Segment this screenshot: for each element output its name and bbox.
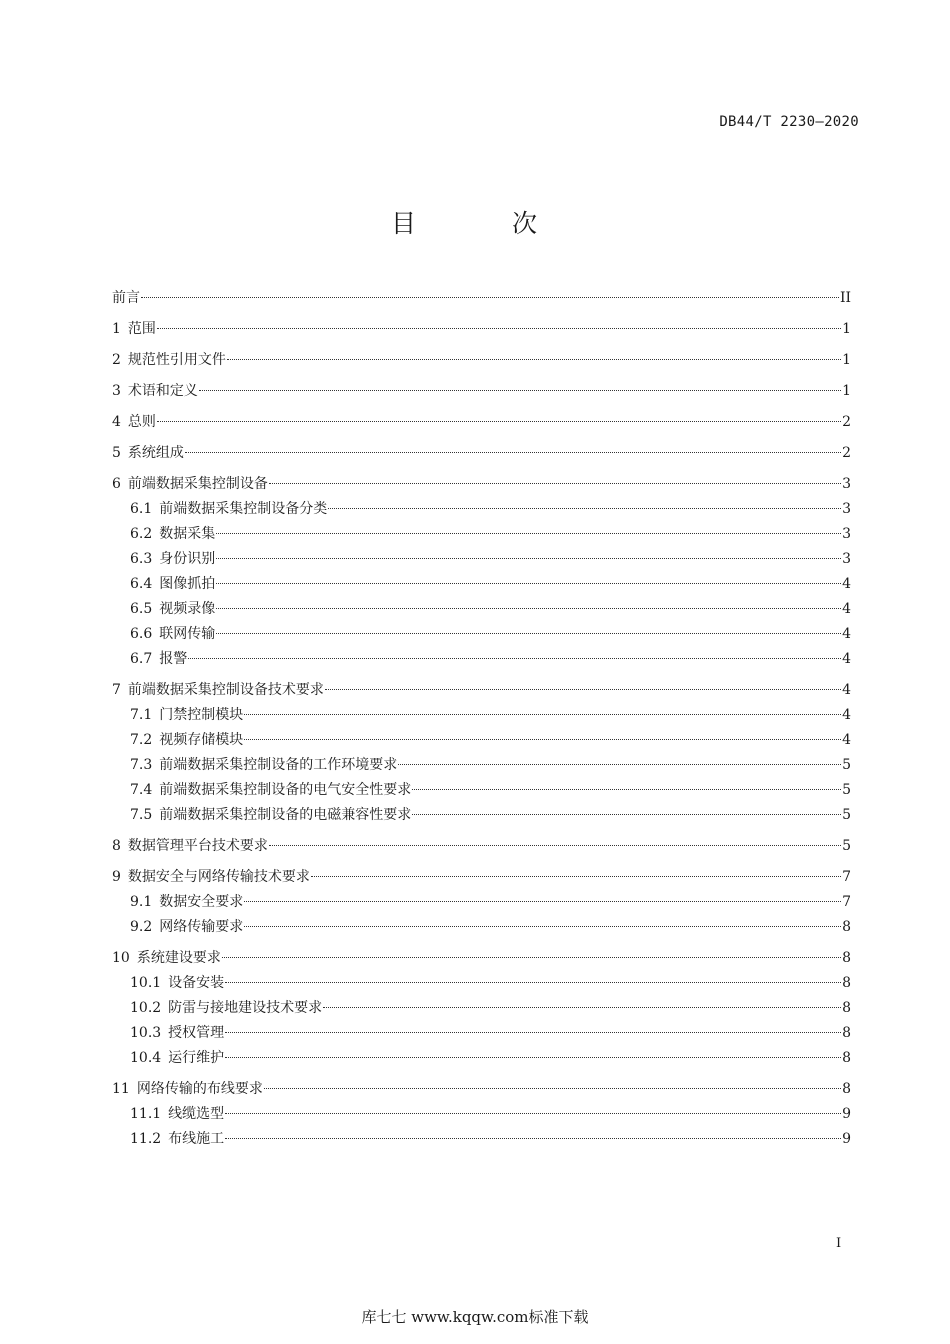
toc-leader-dots [216, 583, 841, 584]
toc-entry[interactable] [112, 622, 851, 647]
toc-entry-number: 10.2 [130, 1000, 162, 1016]
toc-entry-page: 2 [842, 414, 851, 430]
toc-entry-label: 前言 [112, 290, 140, 306]
toc-entry-label: 规范性引用文件 [127, 352, 226, 368]
toc-leader-dots [216, 558, 841, 559]
toc-entry[interactable] [112, 778, 851, 803]
toc-entry-label: 联网传输 [159, 626, 216, 642]
toc-leader-dots [244, 901, 841, 902]
toc-entry-label: 防雷与接地建设技术要求 [168, 1000, 323, 1016]
toc-leader-dots [157, 421, 841, 422]
table-of-contents [112, 286, 851, 1152]
toc-entry-label: 线缆选型 [168, 1106, 225, 1122]
toc-entry-page: 9 [842, 1131, 851, 1147]
toc-leader-dots [269, 845, 841, 846]
toc-entry-number: 6.7 [130, 651, 153, 667]
toc-entry[interactable] [112, 522, 851, 547]
toc-entry-number: 6.6 [130, 626, 153, 642]
toc-entry-number: 9.2 [130, 919, 153, 935]
toc-entry-number: 7 [112, 682, 121, 698]
toc-entry-number: 6.3 [130, 551, 153, 567]
toc-entry-number: 10.4 [130, 1050, 162, 1066]
toc-leader-dots [225, 1057, 841, 1058]
page-number: I [836, 1236, 842, 1251]
toc-entry-label: 运行维护 [168, 1050, 225, 1066]
toc-entry-label: 术语和定义 [127, 383, 198, 399]
toc-entry[interactable] [112, 1127, 851, 1152]
toc-entry-label: 网络传输要求 [159, 919, 244, 935]
toc-title: 目 次 [391, 209, 581, 238]
toc-entry-label: 系统建设要求 [136, 950, 221, 966]
toc-entry-page: 3 [842, 526, 851, 542]
toc-entry-label: 视频存储模块 [159, 732, 244, 748]
toc-entry-number: 7.4 [130, 782, 153, 798]
toc-leader-dots [225, 1032, 841, 1033]
toc-entry-number: 7.5 [130, 807, 153, 823]
toc-entry-number: 2 [112, 352, 121, 368]
toc-entry-page: 8 [842, 1081, 851, 1097]
toc-entry-page: 4 [842, 732, 851, 748]
toc-entry[interactable] [112, 915, 851, 940]
toc-entry-page: 5 [842, 782, 851, 798]
toc-entry-label: 总则 [127, 414, 156, 430]
toc-entry[interactable] [112, 803, 851, 828]
toc-entry-number: 11.1 [130, 1106, 162, 1122]
toc-entry-page: 2 [842, 445, 851, 461]
toc-entry[interactable] [112, 1077, 851, 1102]
toc-leader-dots [216, 533, 841, 534]
toc-entry-label: 系统组成 [127, 445, 184, 461]
toc-entry-number: 1 [112, 321, 121, 337]
toc-entry[interactable] [112, 946, 851, 971]
toc-entry[interactable] [112, 1021, 851, 1046]
toc-entry[interactable] [112, 597, 851, 622]
toc-entry-number: 9 [112, 869, 121, 885]
toc-entry-label: 数据管理平台技术要求 [127, 838, 268, 854]
toc-entry-number: 6 [112, 476, 121, 492]
toc-entry[interactable] [112, 497, 851, 522]
toc-entry[interactable] [112, 1046, 851, 1071]
toc-entry-page: 4 [842, 651, 851, 667]
toc-entry-page: 4 [842, 682, 851, 698]
toc-entry-page: 4 [842, 626, 851, 642]
toc-entry[interactable] [112, 678, 851, 703]
toc-entry-label: 设备安装 [168, 975, 225, 991]
toc-entry-number: 9.1 [130, 894, 153, 910]
toc-entry-page: 5 [842, 757, 851, 773]
toc-entry-page: 1 [842, 321, 851, 337]
toc-entry[interactable] [112, 317, 851, 342]
toc-entry-number: 4 [112, 414, 121, 430]
toc-entry-page: 4 [842, 707, 851, 723]
toc-entry-page: 8 [842, 975, 851, 991]
toc-entry-number: 5 [112, 445, 121, 461]
toc-entry-label: 前端数据采集控制设备 [127, 476, 268, 492]
toc-entry-number: 8 [112, 838, 121, 854]
toc-entry-number: 6.1 [130, 501, 153, 517]
toc-entry-label: 授权管理 [168, 1025, 225, 1041]
toc-entry-page: 7 [842, 894, 851, 910]
toc-entry[interactable] [112, 441, 851, 466]
toc-entry-number: 6.2 [130, 526, 153, 542]
standard-code: DB44/T 2230—2020 [719, 114, 859, 130]
toc-entry-label: 前端数据采集控制设备分类 [159, 501, 328, 517]
toc-entry-page: 5 [842, 807, 851, 823]
toc-entry-number: 7.3 [130, 757, 153, 773]
toc-entry[interactable] [112, 572, 851, 597]
toc-leader-dots [216, 633, 841, 634]
toc-entry-page: 4 [842, 601, 851, 617]
footer-watermark: 库七七 www.kqqw.com标准下载 [361, 1308, 589, 1326]
toc-entry-number: 7.2 [130, 732, 153, 748]
toc-entry-number: 11 [112, 1081, 130, 1097]
toc-entry-number: 6.4 [130, 576, 153, 592]
toc-entry[interactable] [112, 996, 851, 1021]
toc-entry[interactable] [112, 865, 851, 890]
toc-leader-dots [244, 714, 841, 715]
toc-entry-page: 3 [842, 551, 851, 567]
toc-leader-dots [141, 297, 839, 298]
toc-entry-label: 报警 [159, 651, 188, 667]
toc-entry-page: 8 [842, 919, 851, 935]
toc-leader-dots [227, 359, 841, 360]
toc-entry-label: 前端数据采集控制设备的电磁兼容性要求 [159, 807, 412, 823]
toc-entry-page: II [839, 290, 851, 306]
toc-leader-dots [185, 452, 841, 453]
toc-entry[interactable] [112, 890, 851, 915]
toc-leader-dots [311, 876, 841, 877]
toc-entry[interactable] [112, 703, 851, 728]
toc-entry-number: 10.1 [130, 975, 162, 991]
toc-entry[interactable] [112, 379, 851, 404]
toc-entry-label: 数据安全要求 [159, 894, 244, 910]
toc-leader-dots [225, 1138, 841, 1139]
toc-entry-number: 10.3 [130, 1025, 162, 1041]
toc-entry[interactable] [112, 728, 851, 753]
toc-entry-page: 7 [842, 869, 851, 885]
toc-entry-number: 11.2 [130, 1131, 162, 1147]
toc-entry-page: 9 [842, 1106, 851, 1122]
toc-entry-label: 数据安全与网络传输技术要求 [127, 869, 310, 885]
toc-entry-number: 6.5 [130, 601, 153, 617]
toc-entry-label: 图像抓拍 [159, 576, 216, 592]
toc-entry-label: 范围 [127, 321, 156, 337]
toc-entry-page: 5 [842, 838, 851, 854]
toc-entry[interactable] [112, 971, 851, 996]
toc-entry-number: 3 [112, 383, 121, 399]
toc-entry[interactable] [112, 753, 851, 778]
toc-entry-page: 1 [842, 383, 851, 399]
toc-leader-dots [225, 982, 841, 983]
toc-entry-page: 8 [842, 1025, 851, 1041]
toc-entry[interactable] [112, 647, 851, 672]
toc-leader-dots [157, 328, 841, 329]
toc-leader-dots [412, 789, 841, 790]
toc-entry-label: 布线施工 [168, 1131, 225, 1147]
toc-leader-dots [323, 1007, 841, 1008]
toc-leader-dots [328, 508, 841, 509]
toc-leader-dots [244, 926, 841, 927]
toc-leader-dots [398, 764, 841, 765]
toc-entry-page: 4 [842, 576, 851, 592]
toc-entry-label: 前端数据采集控制设备技术要求 [127, 682, 324, 698]
toc-entry[interactable] [112, 472, 851, 497]
toc-leader-dots [199, 390, 841, 391]
toc-entry-page: 8 [842, 950, 851, 966]
toc-entry-page: 1 [842, 352, 851, 368]
toc-leader-dots [188, 658, 841, 659]
toc-entry[interactable] [112, 410, 851, 435]
toc-entry-label: 门禁控制模块 [159, 707, 244, 723]
toc-entry-page: 3 [842, 501, 851, 517]
toc-leader-dots [244, 739, 841, 740]
toc-entry-label: 前端数据采集控制设备的电气安全性要求 [159, 782, 412, 798]
toc-entry-label: 网络传输的布线要求 [136, 1081, 263, 1097]
toc-entry[interactable] [112, 348, 851, 373]
toc-entry[interactable] [112, 834, 851, 859]
toc-leader-dots [264, 1088, 841, 1089]
toc-entry-page: 8 [842, 1000, 851, 1016]
toc-entry[interactable] [112, 1102, 851, 1127]
toc-entry-label: 视频录像 [159, 601, 216, 617]
toc-entry-page: 3 [842, 476, 851, 492]
toc-entry-label: 身份识别 [159, 551, 216, 567]
toc-leader-dots [225, 1113, 841, 1114]
toc-entry[interactable] [112, 286, 851, 311]
toc-leader-dots [412, 814, 841, 815]
toc-leader-dots [269, 483, 841, 484]
toc-leader-dots [222, 957, 841, 958]
toc-entry-page: 8 [842, 1050, 851, 1066]
toc-entry-label: 前端数据采集控制设备的工作环境要求 [159, 757, 398, 773]
toc-entry-number: 10 [112, 950, 130, 966]
toc-leader-dots [325, 689, 841, 690]
toc-entry-label: 数据采集 [159, 526, 216, 542]
toc-entry[interactable] [112, 547, 851, 572]
toc-entry-number: 7.1 [130, 707, 153, 723]
toc-leader-dots [216, 608, 841, 609]
